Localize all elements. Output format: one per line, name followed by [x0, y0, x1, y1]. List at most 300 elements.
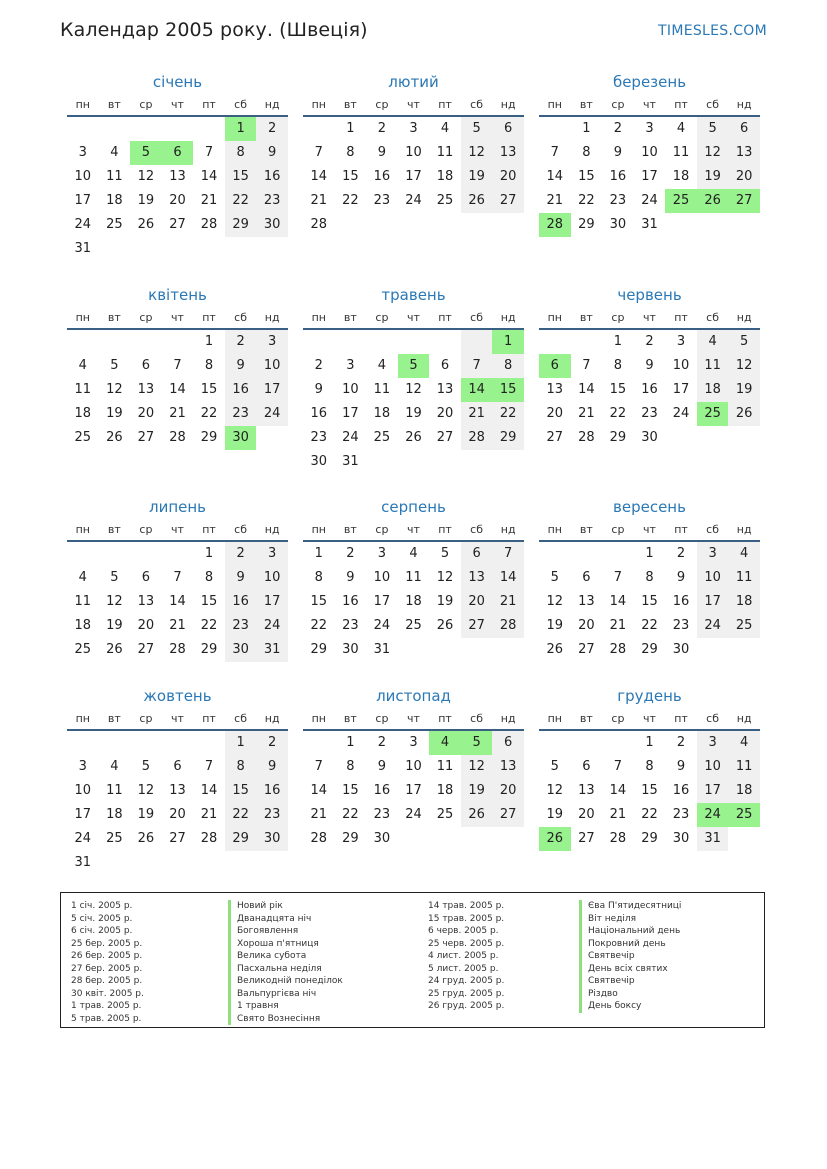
week-row	[539, 165, 760, 189]
day-cell: 29	[225, 213, 257, 237]
day-cell: 13	[492, 141, 524, 165]
day-cell: 23	[609, 193, 627, 208]
day-cell: 2	[676, 546, 686, 561]
month-2	[303, 72, 524, 237]
day-cell: 7	[550, 145, 559, 160]
empty-cell	[130, 117, 162, 141]
day-cell: 16	[310, 406, 328, 421]
day-cell: 16	[672, 783, 690, 798]
day-cell: 26	[137, 831, 155, 846]
month-10	[67, 686, 288, 875]
weekday-label: чт	[643, 98, 656, 111]
week-row	[539, 426, 760, 450]
empty-cell	[398, 638, 430, 662]
weekday-label: вт	[579, 712, 593, 725]
empty-cell	[366, 450, 398, 474]
week-row	[303, 117, 524, 141]
day-cell: 26	[106, 430, 123, 445]
day-cell: 3	[409, 735, 418, 750]
day-cell: 6	[440, 358, 450, 373]
day-cell: 29	[578, 217, 595, 232]
legend-date: 30 квіт. 2005 р.	[71, 988, 144, 999]
day-cell: 15	[641, 594, 658, 609]
day-cell: 18	[373, 406, 391, 421]
day-cell: 2	[256, 117, 288, 141]
day-cell: 16	[373, 169, 391, 184]
day-cell: 13	[137, 382, 155, 397]
weekday-header	[539, 95, 760, 117]
day-cell: 29	[310, 642, 328, 657]
legend-holiday-name: Великодній понеділок	[228, 975, 343, 988]
day-cell: 30	[672, 642, 690, 657]
day-cell: 25	[106, 831, 123, 846]
month-name: червень	[617, 286, 682, 304]
weekday-label: пт	[674, 712, 688, 725]
month-name: січень	[152, 73, 203, 91]
day-cell: 30	[609, 217, 627, 232]
empty-cell	[461, 213, 493, 237]
day-cell: 18	[672, 169, 690, 184]
legend-holiday-name: Пасхальна неділя	[228, 963, 343, 976]
day-cell: 20	[492, 165, 524, 189]
week-row	[67, 117, 288, 141]
day-cell: 23	[373, 193, 391, 208]
empty-cell	[571, 731, 603, 755]
day-cell: 20	[728, 165, 760, 189]
day-cell: 19	[436, 594, 454, 609]
day-cell: 23	[373, 807, 391, 822]
day-cell: 27	[436, 430, 454, 445]
day-cell: 25	[436, 193, 454, 208]
legend-holiday-name: Покровний день	[579, 938, 681, 951]
legend-date: 5 лист. 2005 р.	[428, 963, 499, 974]
day-cell: 8	[582, 145, 591, 160]
day-cell: 29	[641, 642, 658, 657]
day-cell: 26	[461, 189, 493, 213]
day-cell: 9	[676, 759, 686, 774]
day-cell: 30	[373, 831, 391, 846]
day-cell: 28	[578, 430, 595, 445]
day-cell: 2	[346, 546, 355, 561]
week-row	[539, 141, 760, 165]
day-cell: 27	[137, 430, 155, 445]
month-3	[539, 72, 760, 237]
day-cell: 9	[377, 759, 387, 774]
weekday-label: нд	[736, 712, 752, 725]
day-cell: 23	[225, 402, 257, 426]
legend-holiday-name: Новий рік	[228, 900, 343, 913]
day-cell: 16	[256, 165, 288, 189]
empty-cell	[335, 213, 367, 237]
day-cell: 10	[74, 783, 92, 798]
week-row	[67, 638, 288, 662]
day-cell: 19	[546, 807, 564, 822]
week-row	[539, 803, 760, 827]
week-row	[67, 237, 288, 261]
day-cell: 24	[256, 614, 288, 638]
weekday-label: чт	[407, 523, 420, 536]
weekday-header	[67, 308, 288, 330]
day-cell: 13	[137, 594, 155, 609]
empty-cell	[335, 330, 367, 354]
day-cell: 8	[645, 759, 654, 774]
week-row	[303, 213, 524, 237]
empty-cell	[162, 330, 194, 354]
day-cell: 7	[492, 542, 524, 566]
weekday-label: сб	[470, 523, 484, 536]
weekday-label: ср	[375, 712, 389, 725]
day-cell: 1	[204, 546, 214, 561]
day-cell: 16	[342, 594, 359, 609]
day-cell: 2	[377, 121, 387, 136]
weekday-label: пн	[547, 523, 562, 536]
day-cell: 30	[225, 638, 257, 662]
weekday-label: нд	[736, 311, 752, 324]
day-cell: 21	[310, 807, 328, 822]
day-cell: 14	[310, 169, 328, 184]
empty-cell	[728, 426, 760, 450]
weekday-label: сб	[470, 98, 484, 111]
day-cell: 15	[200, 594, 218, 609]
weekday-label: нд	[500, 311, 516, 324]
empty-cell	[130, 731, 162, 755]
day-cell: 16	[641, 382, 658, 397]
day-cell: 4	[409, 546, 418, 561]
week-row	[539, 330, 760, 354]
empty-cell	[67, 117, 99, 141]
day-cell: 2	[256, 731, 288, 755]
day-cell: 20	[578, 618, 595, 633]
day-cell: 6	[728, 117, 760, 141]
day-cell: 22	[342, 193, 359, 208]
day-cell: 21	[578, 406, 595, 421]
legend-date: 6 січ. 2005 р.	[71, 926, 133, 936]
legend-names-1	[228, 900, 343, 1025]
empty-cell	[697, 213, 729, 237]
legend-date: 26 бер. 2005 р.	[71, 951, 143, 961]
legend-holiday-name: Велика субота	[228, 950, 343, 963]
legend-holiday-name: Дванадцята ніч	[228, 913, 343, 926]
weekday-label: пн	[547, 98, 562, 111]
day-cell: 10	[405, 145, 422, 160]
empty-cell	[492, 638, 524, 662]
weekday-label: чт	[407, 311, 420, 324]
month-name: квітень	[148, 286, 207, 304]
day-cell: 17	[342, 406, 359, 421]
legend-holiday-name: Різдво	[579, 988, 681, 1001]
day-cell: 18	[106, 193, 123, 208]
empty-cell	[303, 731, 335, 755]
day-cell: 25	[697, 402, 729, 426]
empty-cell	[303, 330, 335, 354]
day-cell: 30	[310, 454, 328, 469]
day-cell: 14	[609, 783, 627, 798]
day-cell: 10	[697, 755, 729, 779]
day-cell: 14	[492, 566, 524, 590]
week-row	[67, 803, 288, 827]
day-cell: 5	[440, 546, 450, 561]
day-cell: 20	[169, 807, 186, 822]
week-row	[539, 402, 760, 426]
day-cell: 16	[373, 783, 391, 798]
weekday-header	[303, 308, 524, 330]
day-cell: 2	[676, 735, 686, 750]
weeks	[67, 731, 288, 875]
day-cell: 15	[225, 165, 257, 189]
day-cell: 19	[137, 807, 155, 822]
day-cell: 1	[645, 735, 654, 750]
day-cell: 29	[200, 642, 218, 657]
day-cell: 4	[110, 759, 119, 774]
day-cell: 23	[256, 189, 288, 213]
empty-cell	[99, 851, 131, 875]
day-cell: 21	[169, 618, 186, 633]
day-cell: 26	[539, 827, 571, 851]
month-8	[303, 497, 524, 662]
day-cell: 24	[641, 193, 658, 208]
day-cell: 18	[697, 378, 729, 402]
day-cell: 31	[641, 217, 658, 232]
day-cell: 13	[578, 783, 595, 798]
day-cell: 26	[137, 217, 155, 232]
day-cell: 29	[641, 831, 658, 846]
day-cell: 5	[461, 117, 493, 141]
weekday-label: пн	[311, 712, 326, 725]
legend-date: 28 бер. 2005 р.	[71, 976, 143, 986]
month-name: травень	[381, 286, 446, 304]
day-cell: 12	[405, 382, 422, 397]
week-row	[67, 590, 288, 614]
day-cell: 2	[645, 334, 654, 349]
day-cell: 1	[314, 546, 323, 561]
day-cell: 24	[342, 430, 359, 445]
day-cell: 2	[225, 330, 257, 354]
day-cell: 16	[672, 594, 690, 609]
day-cell: 7	[461, 354, 493, 378]
day-cell: 8	[346, 759, 355, 774]
empty-cell	[130, 542, 162, 566]
legend-date: 1 трав. 2005 р.	[71, 1001, 142, 1011]
day-cell: 19	[461, 779, 493, 803]
day-cell: 29	[609, 430, 627, 445]
day-cell: 5	[110, 358, 119, 373]
empty-cell	[602, 731, 634, 755]
weekday-header	[67, 709, 288, 731]
empty-cell	[602, 542, 634, 566]
day-cell: 31	[74, 241, 92, 256]
weeks	[539, 117, 760, 237]
legend-names-2	[579, 900, 681, 1013]
weekday-label: пн	[311, 98, 326, 111]
day-cell: 9	[225, 566, 257, 590]
day-cell: 31	[256, 638, 288, 662]
day-cell: 9	[256, 755, 288, 779]
week-row	[303, 450, 524, 474]
day-cell: 11	[405, 570, 422, 585]
day-cell: 4	[377, 358, 387, 373]
day-cell: 25	[106, 217, 123, 232]
week-row	[303, 566, 524, 590]
day-cell: 12	[728, 354, 760, 378]
legend-date: 6 черв. 2005 р.	[428, 926, 499, 936]
week-row	[67, 165, 288, 189]
day-cell: 11	[728, 755, 760, 779]
weekday-label: ср	[375, 98, 389, 111]
weekday-label: ср	[139, 98, 153, 111]
day-cell: 21	[200, 807, 218, 822]
day-cell: 14	[310, 783, 328, 798]
month-name: березень	[612, 73, 687, 91]
day-cell: 20	[137, 618, 155, 633]
day-cell: 12	[697, 141, 729, 165]
day-cell: 6	[582, 759, 591, 774]
day-cell: 30	[256, 827, 288, 851]
month-12	[539, 686, 760, 851]
day-cell: 17	[641, 169, 658, 184]
day-cell: 12	[137, 783, 155, 798]
day-cell: 10	[672, 358, 690, 373]
day-cell: 7	[314, 759, 323, 774]
weekday-header	[539, 520, 760, 542]
day-cell: 28	[461, 426, 493, 450]
month-name: жовтень	[143, 687, 212, 705]
weekday-label: пн	[75, 98, 90, 111]
weekday-label: вт	[107, 311, 121, 324]
empty-cell	[429, 330, 461, 354]
day-cell: 18	[74, 406, 92, 421]
day-cell: 11	[74, 594, 92, 609]
day-cell: 11	[106, 783, 123, 798]
weeks	[539, 542, 760, 662]
empty-cell	[697, 426, 729, 450]
legend-holiday-name: Свято Вознесіння	[228, 1013, 343, 1026]
day-cell: 3	[78, 145, 87, 160]
day-cell: 13	[461, 566, 493, 590]
day-cell: 22	[641, 807, 658, 822]
day-cell: 1	[225, 117, 257, 141]
day-cell: 25	[405, 618, 422, 633]
day-cell: 12	[461, 755, 493, 779]
week-row	[67, 566, 288, 590]
day-cell: 30	[225, 426, 257, 450]
weekday-label: сб	[470, 311, 484, 324]
week-row	[539, 731, 760, 755]
legend-date: 14 трав. 2005 р.	[428, 901, 505, 911]
month-11	[303, 686, 524, 851]
day-cell: 28	[609, 831, 627, 846]
day-cell: 15	[342, 169, 359, 184]
day-cell: 14	[200, 169, 218, 184]
weekday-label: ср	[611, 523, 625, 536]
day-cell: 1	[204, 334, 214, 349]
day-cell: 28	[169, 642, 186, 657]
weekday-label: вт	[343, 523, 357, 536]
page-title: Календар 2005 року. (Швеція)	[60, 19, 368, 41]
day-cell: 14	[609, 594, 627, 609]
weekday-label: чт	[407, 712, 420, 725]
day-cell: 24	[74, 831, 92, 846]
day-cell: 6	[582, 570, 591, 585]
brand-link[interactable]: TIMESLES.COM	[658, 23, 767, 39]
week-row	[303, 402, 524, 426]
week-row	[539, 213, 760, 237]
day-cell: 17	[373, 594, 391, 609]
empty-cell	[492, 827, 524, 851]
day-cell: 5	[728, 330, 760, 354]
day-cell: 31	[373, 642, 391, 657]
weekday-label: чт	[643, 523, 656, 536]
legend-holiday-name: День боксу	[579, 1000, 681, 1013]
week-row	[303, 542, 524, 566]
empty-cell	[193, 731, 225, 755]
day-cell: 5	[697, 117, 729, 141]
empty-cell	[99, 117, 131, 141]
week-row	[67, 402, 288, 426]
month-7	[67, 497, 288, 662]
day-cell: 3	[78, 759, 87, 774]
weekday-label: сб	[706, 311, 720, 324]
day-cell: 5	[550, 570, 559, 585]
day-cell: 23	[672, 807, 690, 822]
empty-cell	[162, 731, 194, 755]
day-cell: 24	[74, 217, 92, 232]
empty-cell	[256, 851, 288, 875]
week-row	[303, 330, 524, 354]
day-cell: 29	[225, 827, 257, 851]
day-cell: 8	[225, 141, 257, 165]
weeks	[303, 330, 524, 474]
day-cell: 4	[78, 358, 87, 373]
weekday-label: чт	[643, 712, 656, 725]
day-cell: 4	[697, 330, 729, 354]
day-cell: 19	[405, 406, 422, 421]
empty-cell	[130, 851, 162, 875]
week-row	[539, 354, 760, 378]
weekday-label: чт	[171, 311, 184, 324]
day-cell: 15	[609, 382, 627, 397]
week-row	[303, 755, 524, 779]
day-cell: 12	[436, 570, 454, 585]
day-cell: 20	[578, 807, 595, 822]
week-row	[303, 638, 524, 662]
day-cell: 21	[609, 807, 627, 822]
day-cell: 29	[492, 426, 524, 450]
weekday-label: пт	[202, 712, 216, 725]
empty-cell	[130, 330, 162, 354]
empty-cell	[429, 213, 461, 237]
empty-cell	[99, 237, 131, 261]
day-cell: 2	[377, 735, 387, 750]
weeks	[539, 731, 760, 851]
day-cell: 27	[461, 614, 493, 638]
day-cell: 4	[429, 731, 461, 755]
weekday-label: вт	[107, 712, 121, 725]
week-row	[303, 189, 524, 213]
weekday-label: пт	[438, 523, 452, 536]
empty-cell	[130, 237, 162, 261]
empty-cell	[398, 330, 430, 354]
weeks	[539, 330, 760, 450]
weekday-header	[539, 709, 760, 731]
day-cell: 24	[405, 807, 422, 822]
legend-holiday-name: Святвечір	[579, 975, 681, 988]
day-cell: 7	[173, 570, 182, 585]
weekday-label: нд	[500, 712, 516, 725]
day-cell: 16	[225, 378, 257, 402]
legend-holiday-name: Національний день	[579, 925, 681, 938]
day-cell: 23	[225, 614, 257, 638]
week-row	[303, 378, 524, 402]
